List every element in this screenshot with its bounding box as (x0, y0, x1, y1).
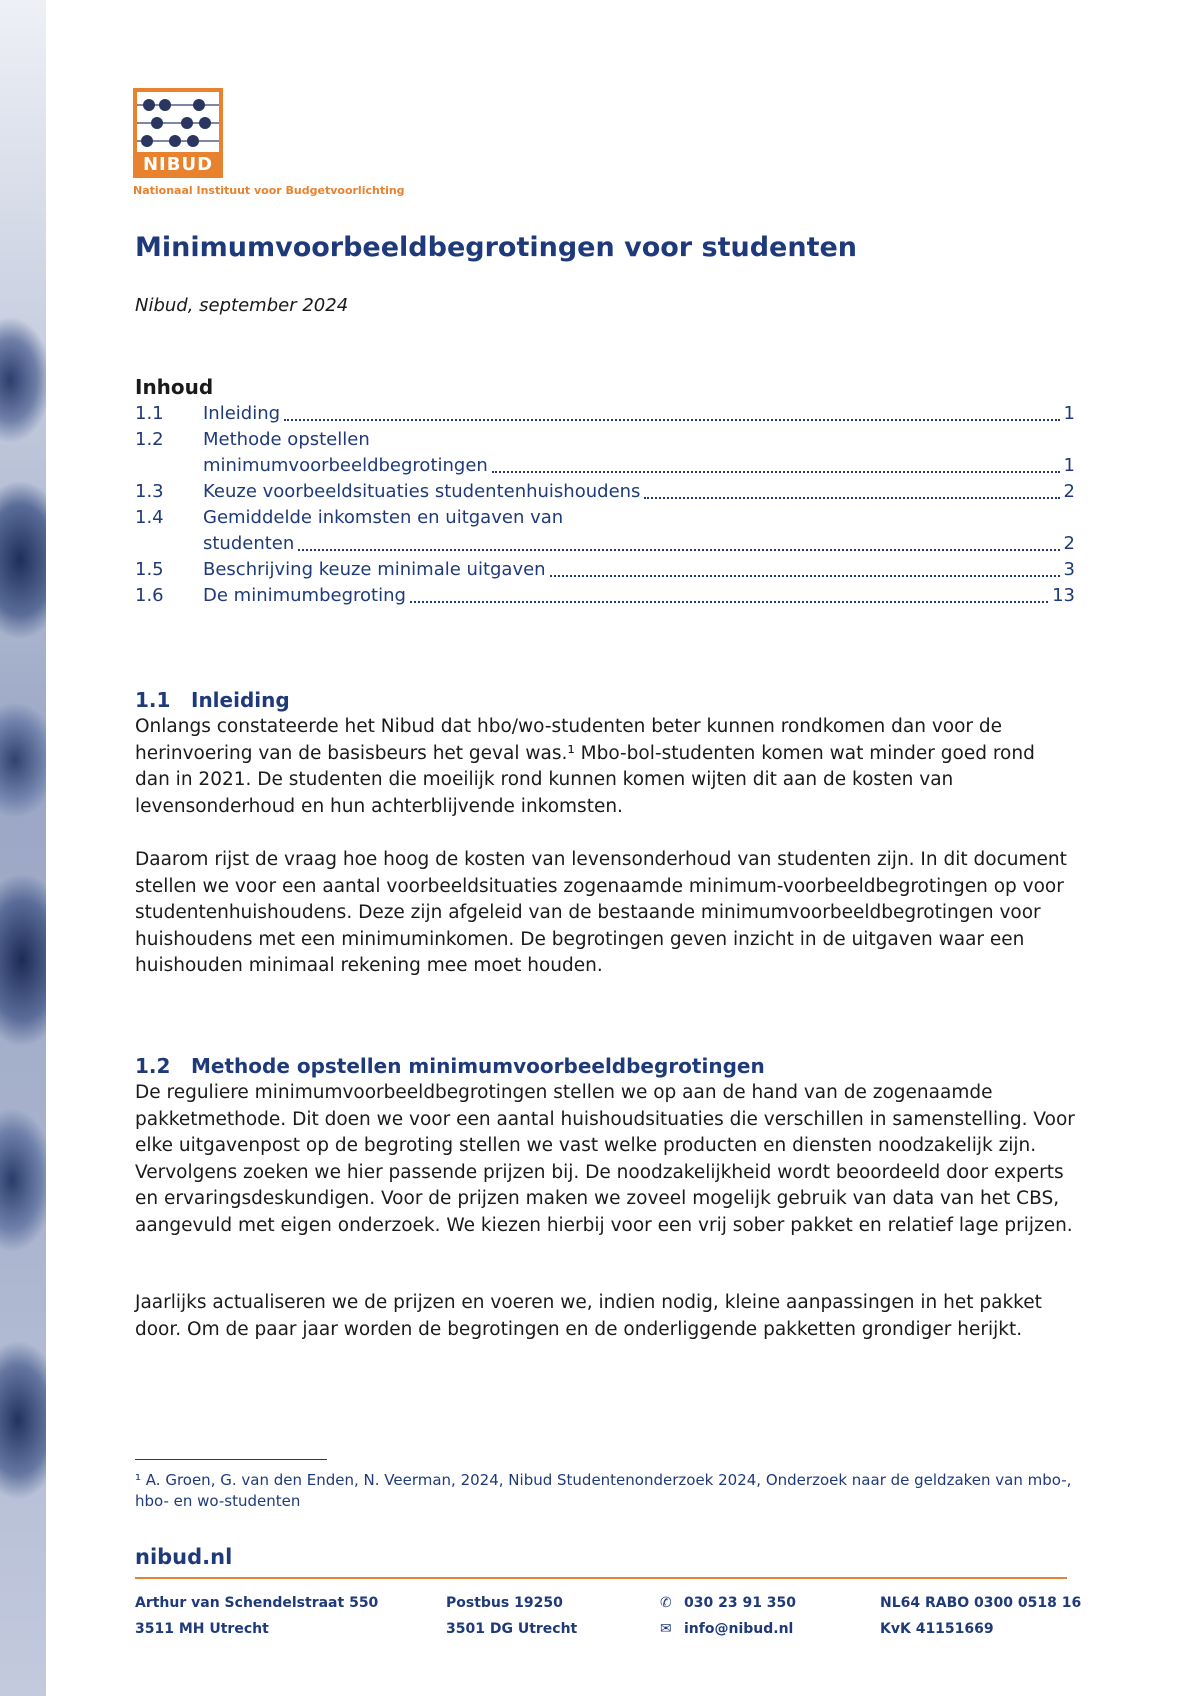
toc-leader-dots (284, 419, 1059, 421)
section-heading-1-1: 1.1 Inleiding (135, 688, 290, 712)
toc-entry-title: Methode opstellen (203, 429, 370, 450)
decorative-side-photo (0, 0, 46, 1696)
toc-leader-dots (492, 471, 1060, 473)
toc-entry-number: 1.2 (135, 429, 164, 450)
toc-entry-title: Gemiddelde inkomsten en uitgaven van (203, 507, 564, 528)
toc-page-number: 2 (1063, 481, 1075, 502)
paragraph: Jaarlijks actualiseren we de prijzen en voeren we, indien nodig, kleine aanpassingen in het pakket door. Om de paar jaar worden de begrotingen en de onderliggende pakketten grondiger herijkt. (135, 1292, 1042, 1340)
logo-word: NIBUD (142, 154, 214, 175)
toc-entry[interactable] (135, 427, 1075, 479)
nibud-logo (133, 88, 223, 178)
footnote-divider (135, 1459, 327, 1460)
toc-page-number: 2 (1063, 533, 1075, 554)
toc-entry-number: 1.4 (135, 507, 164, 528)
footer-address: Arthur van Schendelstraat 550 3511 MH Utrecht (135, 1595, 379, 1637)
abacus-icon (137, 92, 219, 152)
toc-entry-number: 1.3 (135, 481, 164, 502)
toc-entry[interactable] (135, 401, 1075, 427)
footer-divider (135, 1577, 1067, 1579)
toc-entry-title: Beschrijving keuze minimale uitgaven (203, 559, 546, 580)
footer-phone[interactable]: 030 23 91 350 (684, 1595, 797, 1611)
toc-page-number: 1 (1063, 403, 1075, 424)
toc-entry-title: Keuze voorbeeldsituaties studentenhuishoudens (203, 481, 641, 502)
toc-page-number: 13 (1052, 585, 1075, 606)
section-heading-1-2: 1.2 Methode opstellen minimumvoorbeeldbegrotingen (135, 1054, 765, 1078)
phone-icon: ✆ (660, 1595, 672, 1611)
paragraph: Daarom rijst de vraag hoe hoog de kosten van levensonderhoud van studenten zijn. In dit document stellen we voor een aantal voorbeeldsituaties zogenaamde minimum-voorbeeldbegrotingen op voor studentenhuishoudens. Deze zijn afgeleid van de bestaande minimumvoorbeeldbegrotingen voor huishoudens met een minimuminkomen. De begrotingen geven inzicht in de uitgaven waar een huishouden minimaal rekening mee moet houden. (135, 849, 1067, 976)
toc-leader-dots (298, 549, 1059, 551)
toc-leader-dots (644, 497, 1059, 499)
page-title: Minimumvoorbeeldbegrotingen voor studenten (135, 232, 858, 263)
toc-entry-title: minimumvoorbeeldbegrotingen (203, 455, 488, 476)
table-of-contents (135, 401, 1075, 609)
footer-site-link[interactable]: nibud.nl (135, 1545, 233, 1569)
toc-entry[interactable] (135, 479, 1075, 505)
envelope-icon: ✉ (660, 1621, 672, 1637)
footer-postbus: Postbus 19250 3501 DG Utrecht (446, 1595, 578, 1637)
paragraph: Onlangs constateerde het Nibud dat hbo/wo-studenten beter kunnen rondkomen dan voor de herinvoering van de basisbeurs het geval was.¹ Mbo-bol-studenten komen wat minder goed rond dan in 2021. De studenten die moeilijk rond kunnen komen wijten dit aan de kosten van levensonderhoud en hun achterblijvende inkomsten. (135, 716, 1035, 817)
logo-tagline: Nationaal Instituut voor Budgetvoorlichting (133, 184, 405, 197)
paragraph: De reguliere minimumvoorbeeldbegrotingen stellen we op aan de hand van de zogenaamde pakketmethode. Dit doen we voor een aantal huishoudsituaties die verschillen in samenstelling. Voor elke uitgavenpost op de begroting stellen we vast welke producten en diensten noodzakelijk zijn. Vervolgens zoeken we hier passende prijzen bij. De noodzakelijkheid wordt beoordeeld door experts en ervaringsdeskundigen. Voor de prijzen maken we zoveel mogelijk gebruik van data van het CBS, aangevuld met eigen onderzoek. We kiezen hierbij voor een vrij sober pakket en relatief lage prijzen. (135, 1082, 1075, 1236)
toc-entry-number: 1.1 (135, 403, 164, 424)
footer-registration: NL64 RABO 0300 0518 16 KvK 41151669 (880, 1595, 1082, 1637)
document-date: Nibud, september 2024 (135, 295, 349, 316)
toc-page-number: 1 (1063, 455, 1075, 476)
footer-email[interactable]: info@nibud.nl (684, 1621, 794, 1637)
toc-leader-dots (550, 575, 1060, 577)
toc-entry-number: 1.6 (135, 585, 164, 606)
toc-heading: Inhoud (135, 375, 214, 399)
toc-entry-title: De minimumbegroting (203, 585, 406, 606)
toc-leader-dots (410, 601, 1048, 603)
footnote: ¹ A. Groen, G. van den Enden, N. Veerman, 2024, Nibud Studentenonderzoek 2024, Onderzoek naar de geldzaken van mbo-, hbo- en wo-studenten (135, 1471, 1072, 1510)
toc-entry-title: studenten (203, 533, 295, 554)
toc-entry[interactable] (135, 505, 1075, 557)
footer-contact (660, 1590, 796, 1642)
toc-page-number: 3 (1063, 559, 1075, 580)
toc-entry-number: 1.5 (135, 559, 164, 580)
toc-entry[interactable] (135, 557, 1075, 583)
toc-entry-title: Inleiding (203, 403, 281, 424)
toc-entry[interactable] (135, 583, 1075, 609)
